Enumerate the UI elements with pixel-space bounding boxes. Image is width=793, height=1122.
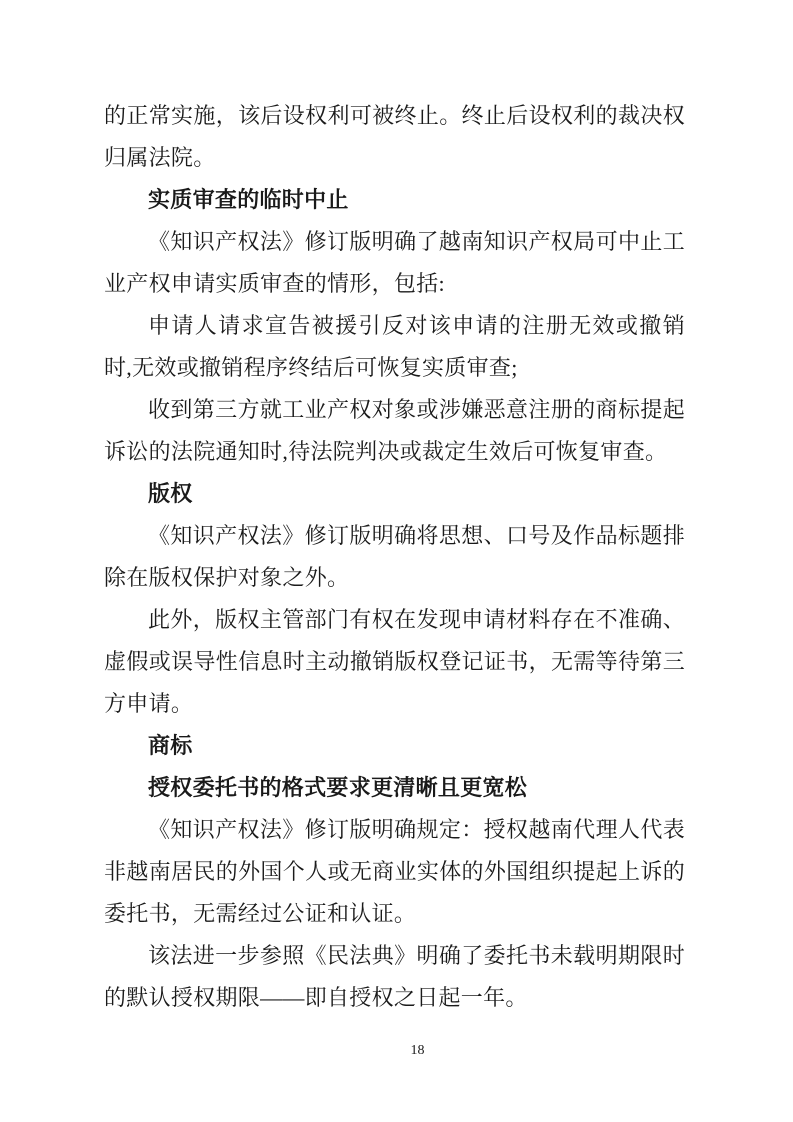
page-footer [0,1040,793,1061]
paragraph-continuation: 的正常实施，该后设权利可被终止。终止后设权利的裁决权归属法院。 [104,103,685,170]
section-heading: 商标 [148,733,193,758]
document-body [104,95,685,1019]
paragraph: 《知识产权法》修订版明确了越南知识产权局可中止工业产权申请实质审查的情形，包括: [104,229,685,296]
paragraph: 此外，版权主管部门有权在发现申请材料存在不准确、虚假或误导性信息时主动撤销版权登记证书，无需等待第三方申请。 [104,607,685,716]
section-heading: 实质审查的临时中止 [148,187,349,212]
paragraph: 收到第三方就工业产权对象或涉嫌恶意注册的商标提起诉讼的法院通知时,待法院判决或裁定生效后可恢复审查。 [104,397,685,464]
paragraph: 《知识产权法》修订版明确将思想、口号及作品标题排除在版权保护对象之外。 [104,523,685,590]
paragraph: 申请人请求宣告被援引反对该申请的注册无效或撤销时,无效或撤销程序终结后可恢复实质审查; [104,313,685,380]
paragraph: 该法进一步参照《民法典》明确了委托书未载明期限时的默认授权期限——即自授权之日起一年。 [104,943,685,1010]
section-heading: 版权 [148,481,193,506]
section-heading: 授权委托书的格式要求更清晰且更宽松 [148,775,528,800]
page-number: 18 [410,1043,425,1058]
paragraph: 《知识产权法》修订版明确规定：授权越南代理人代表非越南居民的外国个人或无商业实体的外国组织提起上诉的委托书，无需经过公证和认证。 [104,817,685,926]
